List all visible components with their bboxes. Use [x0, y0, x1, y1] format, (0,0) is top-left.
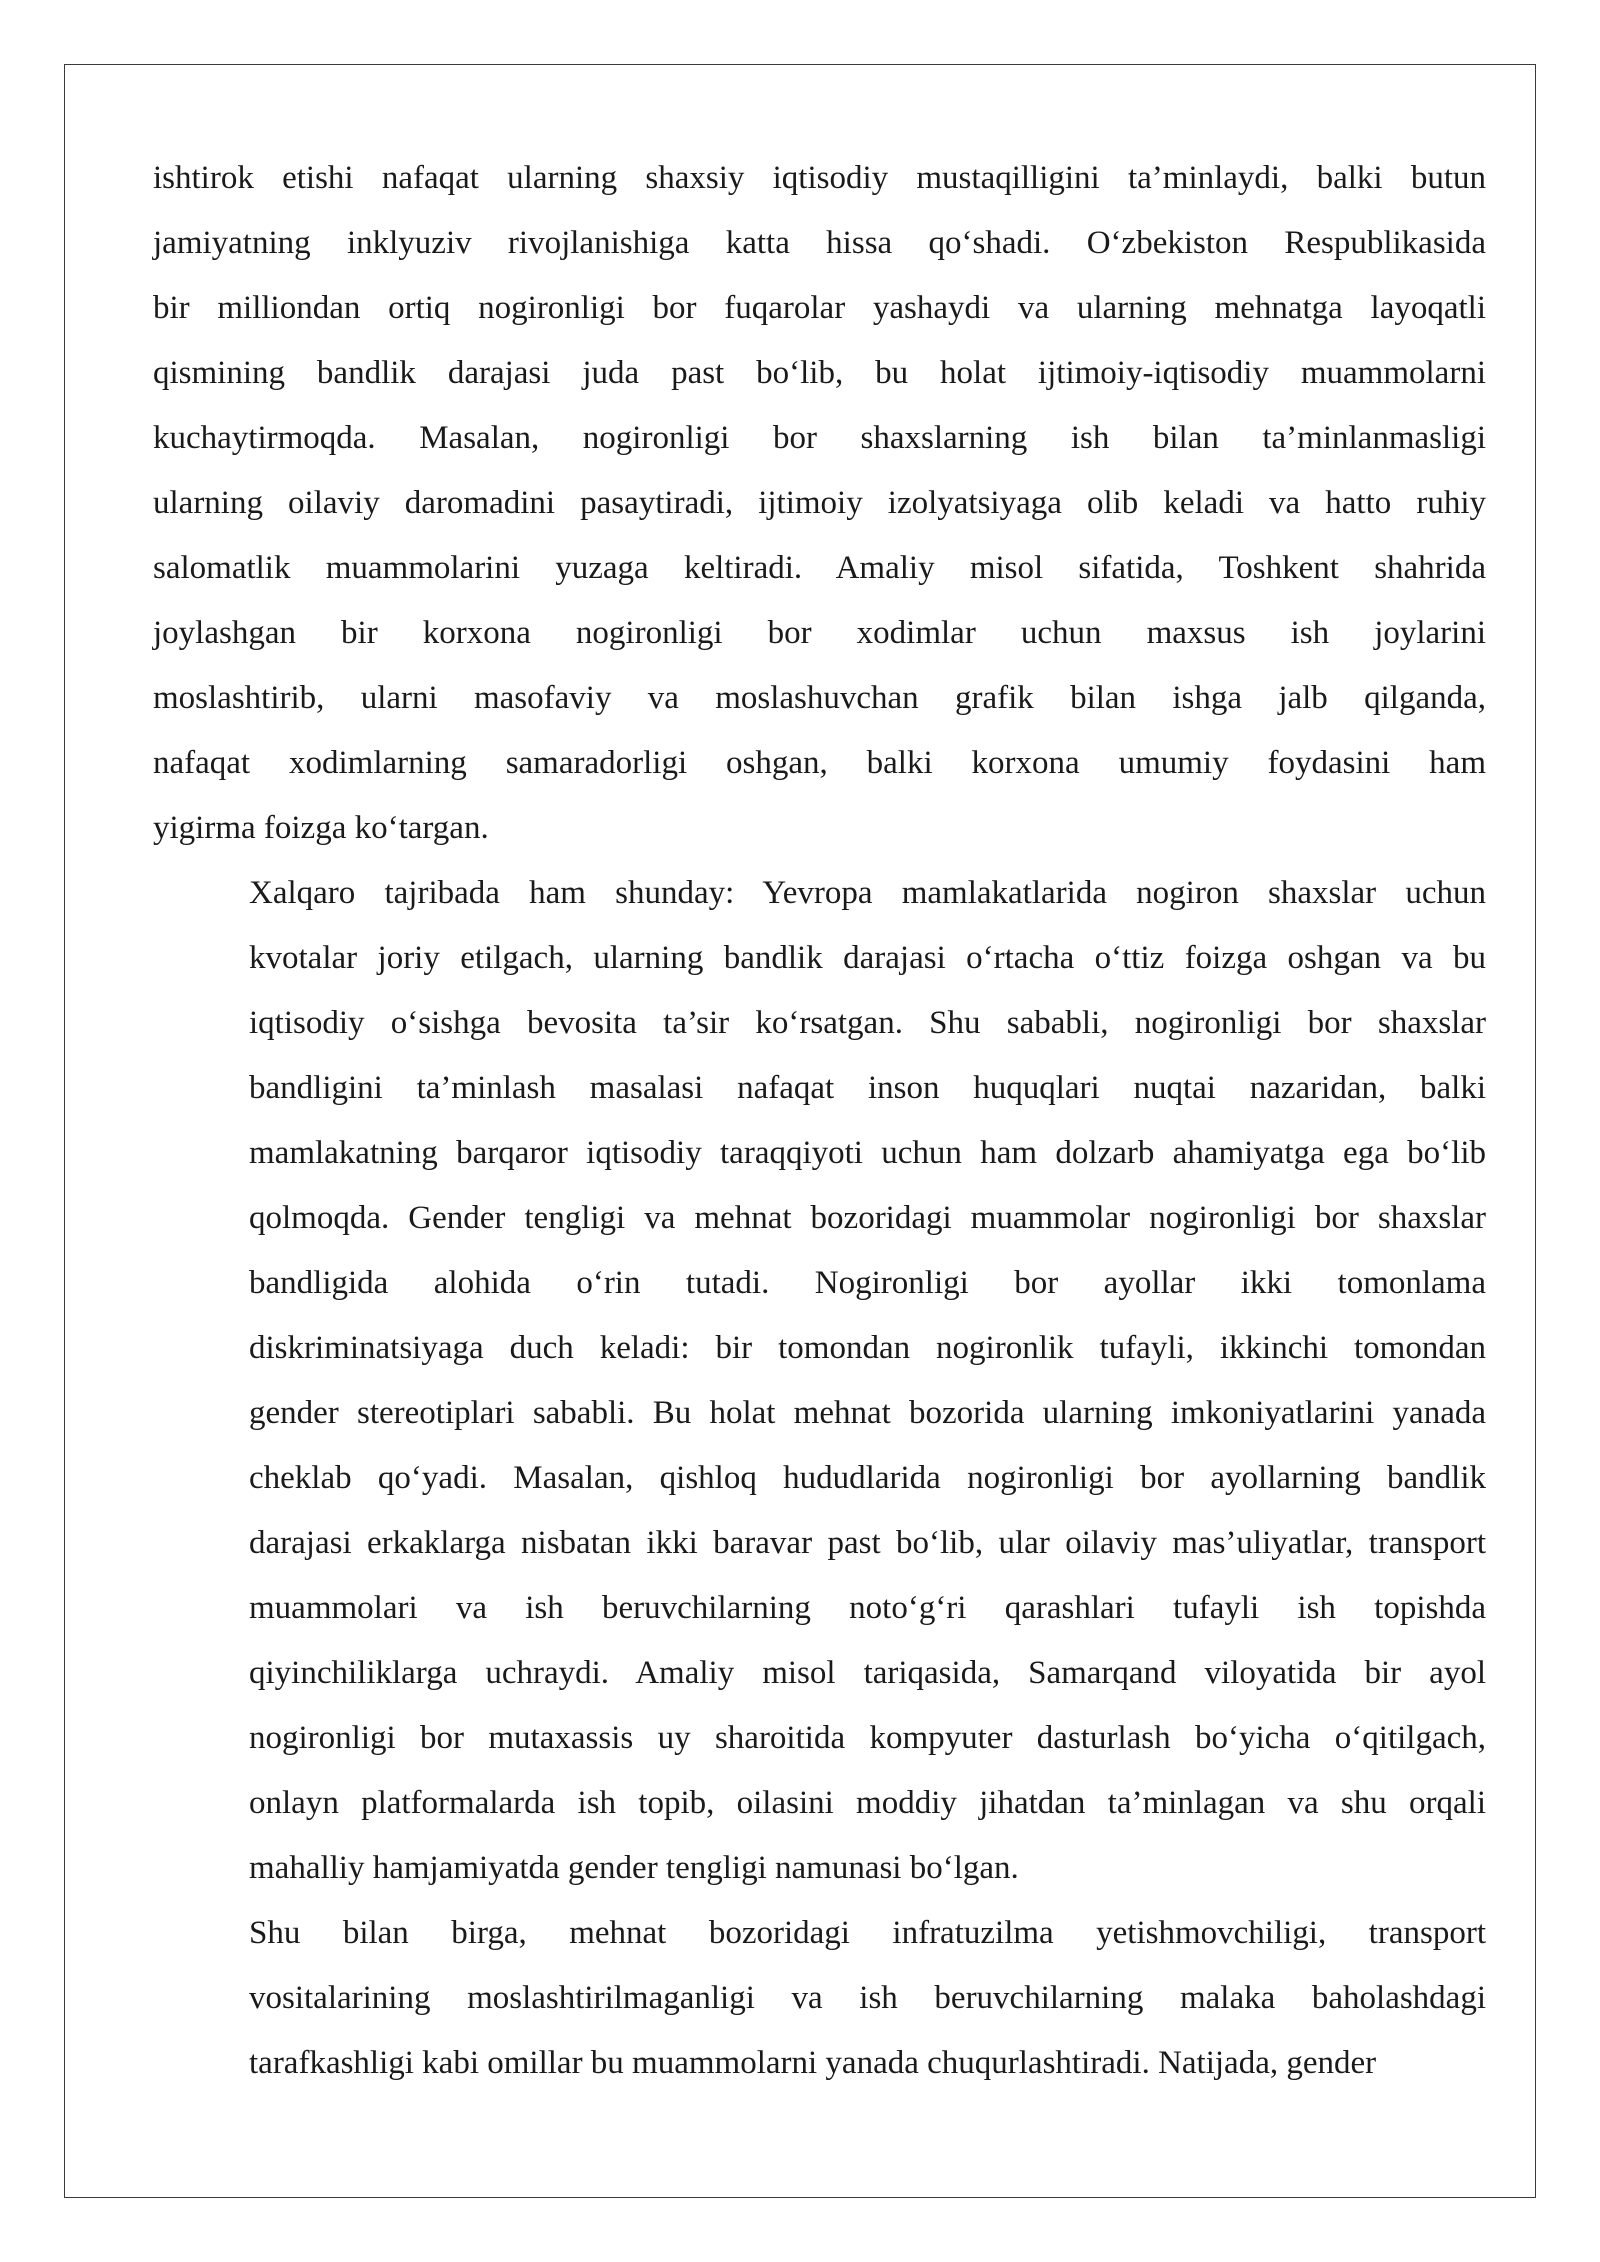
text-line: kvotalar joriy etilgach, ularning bandlik darajasi o‘rtacha o‘ttiz foizga oshgan va bu — [249, 940, 1486, 976]
text-line: Xalqaro tajribada ham shunday: Yevropa mamlakatlarida nogiron shaxslar uchun — [249, 875, 1486, 911]
text-line: bandligida alohida o‘rin tutadi. Nogironligi bor ayollar ikki tomonlama — [249, 1265, 1486, 1301]
text-line: darajasi erkaklarga nisbatan ikki baravar past bo‘lib, ular oilaviy mas’uliyatlar, transport — [249, 1525, 1486, 1561]
text-line: nafaqat xodimlarning samaradorligi oshgan, balki korxona umumiy foydasini ham — [153, 745, 1486, 781]
text-line: nogironligi bor mutaxassis uy sharoitida kompyuter dasturlash bo‘yicha o‘qitilgach, — [249, 1720, 1486, 1756]
text-line: moslashtirib, ularni masofaviy va moslashuvchan grafik bilan ishga jalb qilganda, — [153, 680, 1486, 716]
text-line: onlayn platformalarda ish topib, oilasini moddiy jihatdan ta’minlagan va shu orqali — [249, 1785, 1486, 1821]
text-line: qismining bandlik darajasi juda past bo‘lib, bu holat ijtimoiy-iqtisodiy muammolarni — [153, 355, 1486, 391]
text-line: salomatlik muammolarini yuzaga keltiradi. Amaliy misol sifatida, Toshkent shahrida — [153, 550, 1486, 586]
text-line: mahalliy hamjamiyatda gender tengligi namunasi bo‘lgan. — [249, 1850, 1019, 1886]
text-line: qiyinchiliklarga uchraydi. Amaliy misol tariqasida, Samarqand viloyatida bir ayol — [249, 1655, 1486, 1691]
text-line: Shu bilan birga, mehnat bozoridagi infratuzilma yetishmovchiligi, transport — [249, 1915, 1486, 1951]
text-line: jamiyatning inklyuziv rivojlanishiga katta hissa qo‘shadi. O‘zbekiston Respublikasida — [153, 225, 1486, 261]
document-body — [153, 146, 1486, 2096]
text-line: diskriminatsiyaga duch keladi: bir tomondan nogironlik tufayli, ikkinchi tomondan — [249, 1330, 1486, 1366]
text-line: ishtirok etishi nafaqat ularning shaxsiy iqtisodiy mustaqilligini ta’minlaydi, balki butun — [153, 160, 1486, 196]
text-line: kuchaytirmoqda. Masalan, nogironligi bor shaxslarning ish bilan ta’minlanmasligi — [153, 420, 1486, 456]
paragraph-2 — [153, 861, 1486, 1901]
text-line: bir milliondan ortiq nogironligi bor fuqarolar yashaydi va ularning mehnatga layoqatli — [153, 290, 1486, 326]
paragraph-1 — [153, 146, 1486, 861]
text-line: bandligini ta’minlash masalasi nafaqat inson huquqlari nuqtai nazaridan, balki — [249, 1070, 1486, 1106]
text-line: joylashgan bir korxona nogironligi bor xodimlar uchun maxsus ish joylarini — [153, 615, 1486, 651]
text-line: gender stereotiplari sababli. Bu holat mehnat bozorida ularning imkoniyatlarini yanada — [249, 1395, 1486, 1431]
text-line: yigirma foizga ko‘targan. — [153, 810, 489, 846]
text-line: vositalarining moslashtirilmaganligi va ish beruvchilarning malaka baholashdagi — [249, 1980, 1486, 2016]
text-line: qolmoqda. Gender tengligi va mehnat bozoridagi muammolar nogironligi bor shaxslar — [249, 1200, 1486, 1236]
text-line: cheklab qo‘yadi. Masalan, qishloq hududlarida nogironligi bor ayollarning bandlik — [249, 1460, 1486, 1496]
text-line: mamlakatning barqaror iqtisodiy taraqqiyoti uchun ham dolzarb ahamiyatga ega bo‘lib — [249, 1135, 1486, 1171]
text-line: muammolari va ish beruvchilarning noto‘g‘ri qarashlari tufayli ish topishda — [249, 1590, 1486, 1626]
text-line: iqtisodiy o‘sishga bevosita ta’sir ko‘rsatgan. Shu sababli, nogironligi bor shaxslar — [249, 1005, 1486, 1041]
text-line: tarafkashligi kabi omillar bu muammolarni yanada chuqurlashtiradi. Natijada, gender — [249, 2045, 1377, 2081]
text-line: ularning oilaviy daromadini pasaytiradi, ijtimoiy izolyatsiyaga olib keladi va hatto ruhiy — [153, 485, 1486, 521]
paragraph-3 — [153, 1901, 1486, 2096]
